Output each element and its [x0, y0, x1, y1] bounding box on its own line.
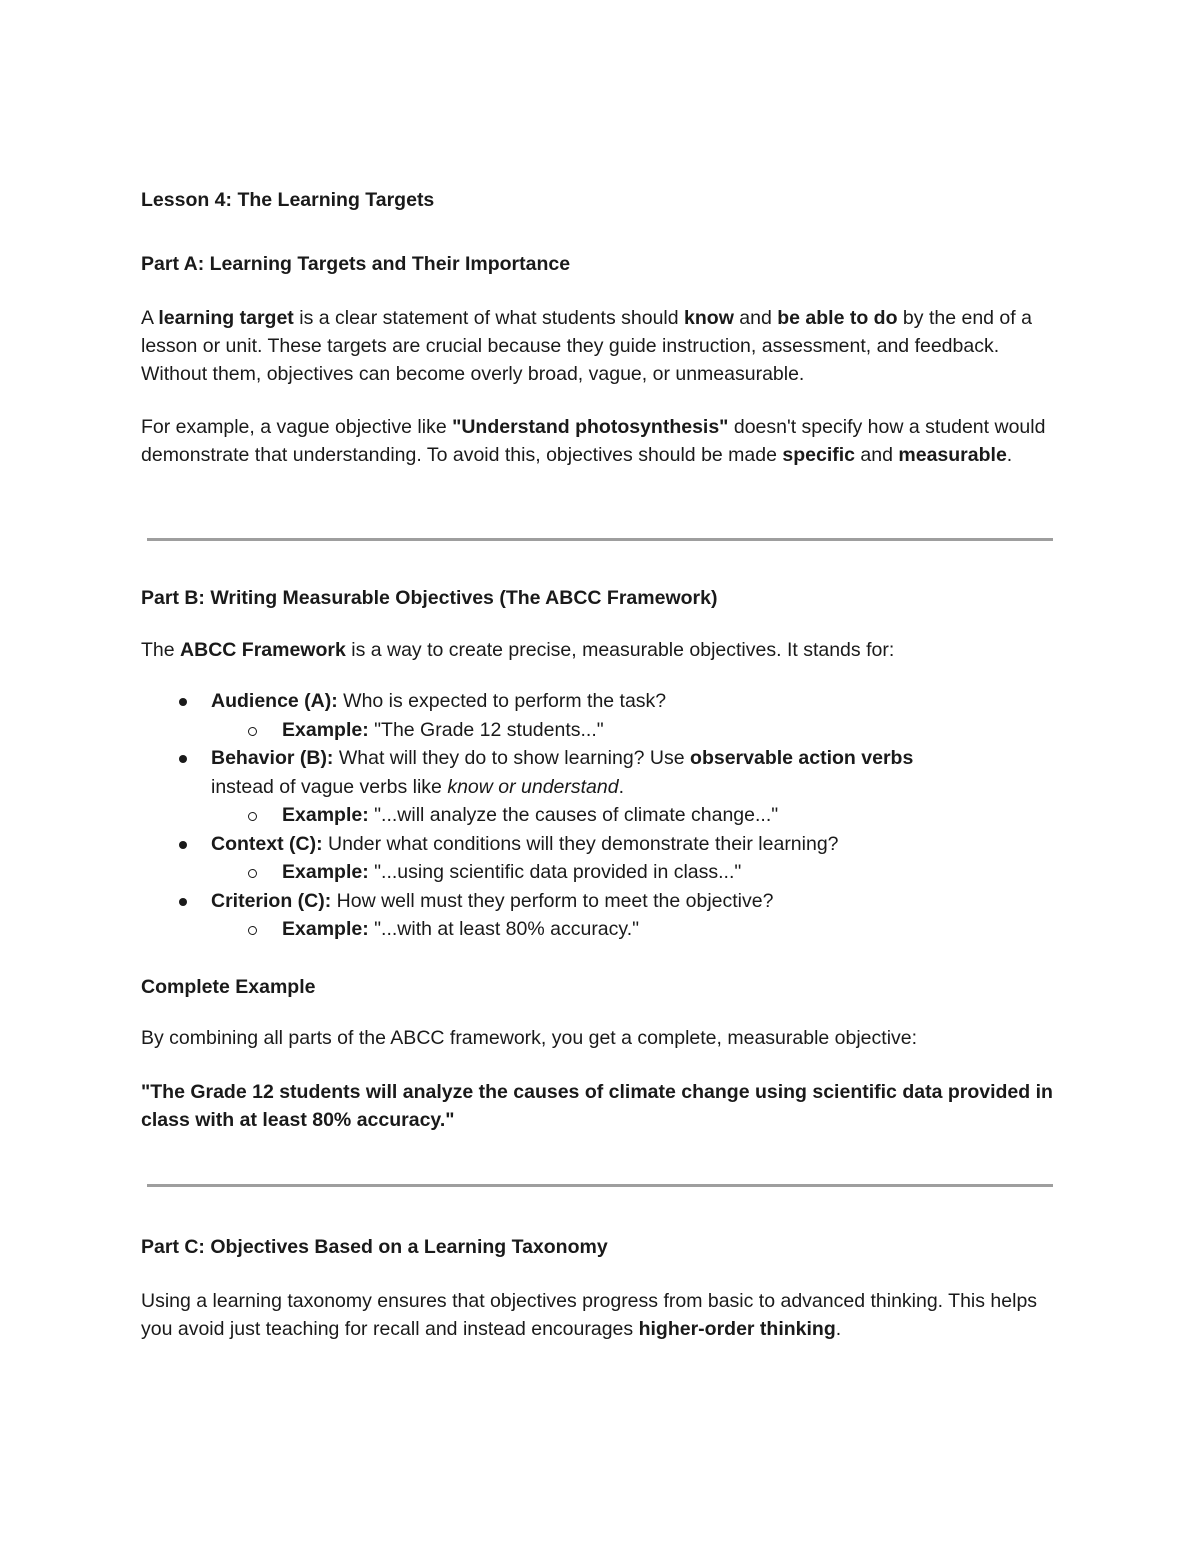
part-c-heading: Part C: Objectives Based on a Learning Taxonomy — [141, 1236, 608, 1258]
complete-example-quote: "The Grade 12 students will analyze the causes of climate change using scientific data provided in class with at least 80% accuracy." — [141, 1081, 1053, 1132]
abcc-list — [141, 687, 1041, 944]
list-item-audience: Audience (A): Who is expected to perform the task? Example: "The Grade 12 students..." — [141, 687, 1041, 744]
example-item: Example: "...with at least 80% accuracy." — [211, 915, 1041, 944]
complete-example-intro: By combining all parts of the ABCC framework, you get a complete, measurable objective: — [141, 1027, 918, 1049]
lesson-title: Lesson 4: The Learning Targets — [141, 189, 435, 211]
part-b-heading: Part B: Writing Measurable Objectives (The ABCC Framework) — [141, 587, 718, 609]
example-item: Example: "The Grade 12 students..." — [211, 716, 1041, 745]
part-a-paragraph-1: A learning target is a clear statement of what students should know and be able to do by the end of a lesson or unit. These targets are crucial because they guide instruction, assessment, and feedback. Without them, objectives can become overly broad, vague, or unmeasurable. — [141, 307, 1032, 386]
section-divider — [147, 1184, 1053, 1187]
part-a-paragraph-2: For example, a vague objective like "Understand photosynthesis" doesn't specify how a student would demonstrate that understanding. To avoid this, objectives should be made specific and measurable. — [141, 416, 1046, 467]
list-item-context: Context (C): Under what conditions will they demonstrate their learning? Example: "...using scientific data provided in class..." — [141, 830, 1041, 887]
part-b-intro: The ABCC Framework is a way to create precise, measurable objectives. It stands for: — [141, 639, 895, 661]
complete-example-heading: Complete Example — [141, 976, 316, 998]
part-c-paragraph: Using a learning taxonomy ensures that objectives progress from basic to advanced thinking. This helps you avoid just teaching for recall and instead encourages higher-order thinking. — [141, 1290, 1038, 1341]
list-item-criterion: Criterion (C): How well must they perform to meet the objective? Example: "...with at least 80% accuracy." — [141, 887, 1041, 944]
part-a-heading: Part A: Learning Targets and Their Importance — [141, 253, 571, 275]
example-item: Example: "...will analyze the causes of climate change..." — [211, 801, 1041, 830]
section-divider — [147, 538, 1053, 541]
list-item-behavior: Behavior (B): What will they do to show learning? Use observable action verbs instead of vague verbs like know or understand. Example: "...will analyze the causes of climate change..." — [141, 744, 1041, 830]
example-item: Example: "...using scientific data provided in class..." — [211, 858, 1041, 887]
